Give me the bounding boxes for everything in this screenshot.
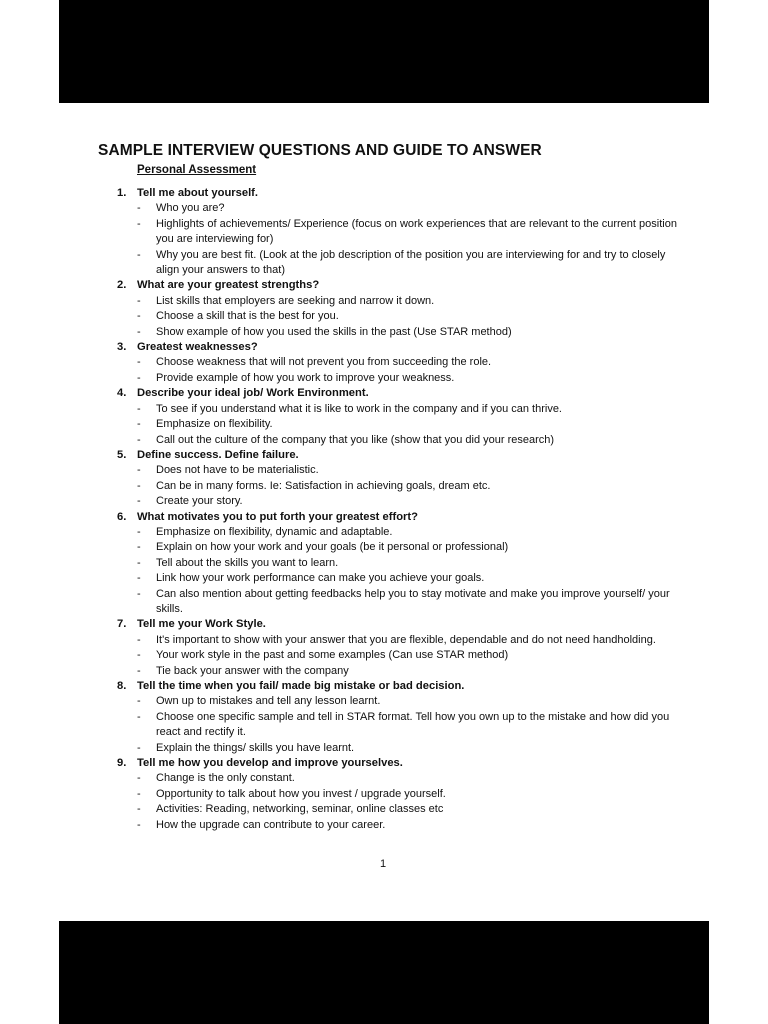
dash-bullet: - (137, 541, 141, 554)
document-page (98, 140, 678, 833)
list-item (98, 217, 678, 248)
question-block (98, 340, 678, 386)
dash-bullet: - (137, 433, 141, 446)
dash-bullet: - (137, 294, 141, 307)
answer-points (98, 633, 678, 679)
list-item (98, 309, 678, 324)
list-item-text: Who you are? (156, 202, 225, 215)
question-heading (98, 679, 678, 694)
dash-bullet: - (137, 479, 141, 492)
dash-bullet: - (137, 633, 141, 646)
list-item (98, 248, 678, 279)
question-block (98, 278, 678, 340)
question-heading (98, 386, 678, 401)
dash-bullet: - (137, 741, 141, 754)
question-number: 7. (117, 618, 127, 631)
dash-bullet: - (137, 464, 141, 477)
answer-points (98, 694, 678, 756)
list-item-text: Emphasize on flexibility. (156, 418, 273, 431)
question-heading (98, 756, 678, 771)
list-item-text: Tie back your answer with the company (156, 664, 349, 677)
question-block (98, 186, 678, 278)
list-item-text: Highlights of achievements/ Experience (focus on work experiences that are relevant to the current position you are interviewing for) (156, 217, 677, 246)
list-item (98, 556, 678, 571)
question-number: 8. (117, 680, 127, 692)
list-item-text: Call out the culture of the company that you like (show that you did your research) (156, 433, 555, 446)
question-heading (98, 186, 678, 201)
question-text: Tell me about yourself. (137, 187, 259, 199)
list-item (98, 433, 678, 448)
dash-bullet: - (137, 525, 141, 538)
list-item (98, 633, 678, 648)
dash-bullet: - (137, 803, 141, 816)
list-item-text: Tell about the skills you want to learn. (156, 556, 339, 569)
dash-bullet: - (137, 248, 141, 261)
question-text: Tell the time when you fail/ made big mistake or bad decision. (137, 680, 465, 692)
list-item-text: Explain the things/ skills you have learnt. (156, 741, 355, 754)
dash-bullet: - (137, 402, 141, 415)
list-item-text: Choose one specific sample and tell in STAR format. Tell how you own up to the mistake and how did you react and rectify it. (156, 710, 670, 739)
question-number: 2. (117, 279, 127, 292)
list-item-text: Emphasize on flexibility, dynamic and adaptable. (156, 525, 393, 538)
list-item-text: Link how your work performance can make you achieve your goals. (156, 572, 485, 585)
list-item-text: Can be in many forms. Ie: Satisfaction in achieving goals, dream etc. (156, 479, 491, 492)
list-item-text: Why you are best fit. (Look at the job description of the position you are interviewing for and try to closely align your answers to that) (156, 248, 666, 277)
list-item-text: Explain on how your work and your goals (be it personal or professional) (156, 541, 509, 554)
list-item (98, 648, 678, 663)
dash-bullet: - (137, 649, 141, 662)
answer-points (98, 355, 678, 386)
list-item (98, 494, 678, 509)
list-item (98, 525, 678, 540)
list-item-text: Choose weakness that will not prevent you from succeeding the role. (156, 356, 492, 369)
question-number: 1. (117, 187, 127, 199)
question-block (98, 756, 678, 833)
answer-points (98, 402, 678, 448)
question-heading (98, 617, 678, 632)
question-number: 5. (117, 448, 127, 461)
dash-bullet: - (137, 572, 141, 585)
list-item (98, 818, 678, 833)
question-block (98, 679, 678, 756)
list-item (98, 417, 678, 432)
dash-bullet: - (137, 356, 141, 369)
top-black-bar (59, 0, 709, 103)
list-item (98, 294, 678, 309)
list-item-text: Choose a skill that is the best for you. (156, 310, 339, 323)
list-item (98, 741, 678, 756)
list-item (98, 540, 678, 555)
list-item (98, 463, 678, 478)
list-item (98, 787, 678, 802)
question-text: What motivates you to put forth your greatest effort? (137, 510, 418, 523)
dash-bullet: - (137, 310, 141, 323)
list-item (98, 694, 678, 709)
dash-bullet: - (137, 772, 141, 785)
list-item-text: To see if you understand what it is like to work in the company and if you can thrive. (156, 402, 562, 415)
answer-points (98, 294, 678, 340)
list-item (98, 771, 678, 786)
dash-bullet: - (137, 710, 141, 723)
list-item (98, 664, 678, 679)
question-number: 9. (117, 757, 127, 770)
question-text: Define success. Define failure. (137, 448, 299, 461)
list-item-text: Change is the only constant. (156, 772, 295, 785)
dash-bullet: - (137, 664, 141, 677)
question-text: What are your greatest strengths? (137, 279, 320, 292)
list-item-text: List skills that employers are seeking and narrow it down. (156, 294, 435, 307)
question-number: 6. (117, 510, 127, 523)
answer-points (98, 201, 678, 278)
list-item-text: Provide example of how you work to improve your weakness. (156, 371, 455, 384)
dash-bullet: - (137, 217, 141, 230)
list-item-text: Create your story. (156, 495, 243, 508)
questions-list (98, 186, 678, 833)
list-item-text: It's important to show with your answer that you are flexible, dependable and do not need handholding. (156, 633, 656, 646)
list-item-text: How the upgrade can contribute to your career. (156, 818, 386, 831)
list-item (98, 587, 678, 618)
dash-bullet: - (137, 371, 141, 384)
list-item (98, 479, 678, 494)
list-item-text: Can also mention about getting feedbacks help you to stay motivate and make you improve yourself/ your skills. (156, 587, 670, 615)
list-item (98, 710, 678, 741)
question-text: Tell me how you develop and improve yourselves. (137, 757, 403, 770)
answer-points (98, 771, 678, 833)
document-title: SAMPLE INTERVIEW QUESTIONS AND GUIDE TO ANSWER (98, 142, 542, 159)
dash-bullet: - (137, 495, 141, 508)
question-block (98, 386, 678, 448)
dash-bullet: - (137, 202, 141, 215)
question-text: Greatest weaknesses? (137, 341, 258, 354)
question-heading (98, 278, 678, 293)
question-block (98, 510, 678, 618)
list-item-text: Show example of how you used the skills in the past (Use STAR method) (156, 325, 512, 338)
section-subtitle: Personal Assessment (137, 164, 257, 176)
question-number: 3. (117, 341, 127, 354)
question-heading (98, 448, 678, 463)
list-item-text: Own up to mistakes and tell any lesson learnt. (156, 695, 381, 708)
list-item (98, 802, 678, 817)
list-item (98, 371, 678, 386)
dash-bullet: - (137, 695, 141, 708)
question-heading (98, 510, 678, 525)
list-item-text: Does not have to be materialistic. (156, 464, 319, 477)
bottom-black-bar (59, 921, 709, 1024)
list-item (98, 402, 678, 417)
dash-bullet: - (137, 787, 141, 800)
dash-bullet: - (137, 325, 141, 338)
dash-bullet: - (137, 556, 141, 569)
list-item-text: Opportunity to talk about how you invest / upgrade yourself. (156, 787, 446, 800)
question-heading (98, 340, 678, 355)
list-item (98, 325, 678, 340)
question-text: Describe your ideal job/ Work Environment. (137, 387, 369, 400)
dash-bullet: - (137, 818, 141, 831)
dash-bullet: - (137, 418, 141, 431)
list-item-text: Your work style in the past and some examples (Can use STAR method) (156, 649, 509, 662)
answer-points (98, 463, 678, 509)
list-item-text: Activities: Reading, networking, seminar, online classes etc (156, 803, 444, 816)
page-number: 1 (380, 858, 387, 870)
question-number: 4. (117, 387, 127, 400)
list-item (98, 355, 678, 370)
question-text: Tell me your Work Style. (137, 618, 266, 631)
list-item (98, 571, 678, 586)
answer-points (98, 525, 678, 617)
question-block (98, 617, 678, 679)
list-item (98, 201, 678, 216)
dash-bullet: - (137, 587, 141, 600)
question-block (98, 448, 678, 510)
